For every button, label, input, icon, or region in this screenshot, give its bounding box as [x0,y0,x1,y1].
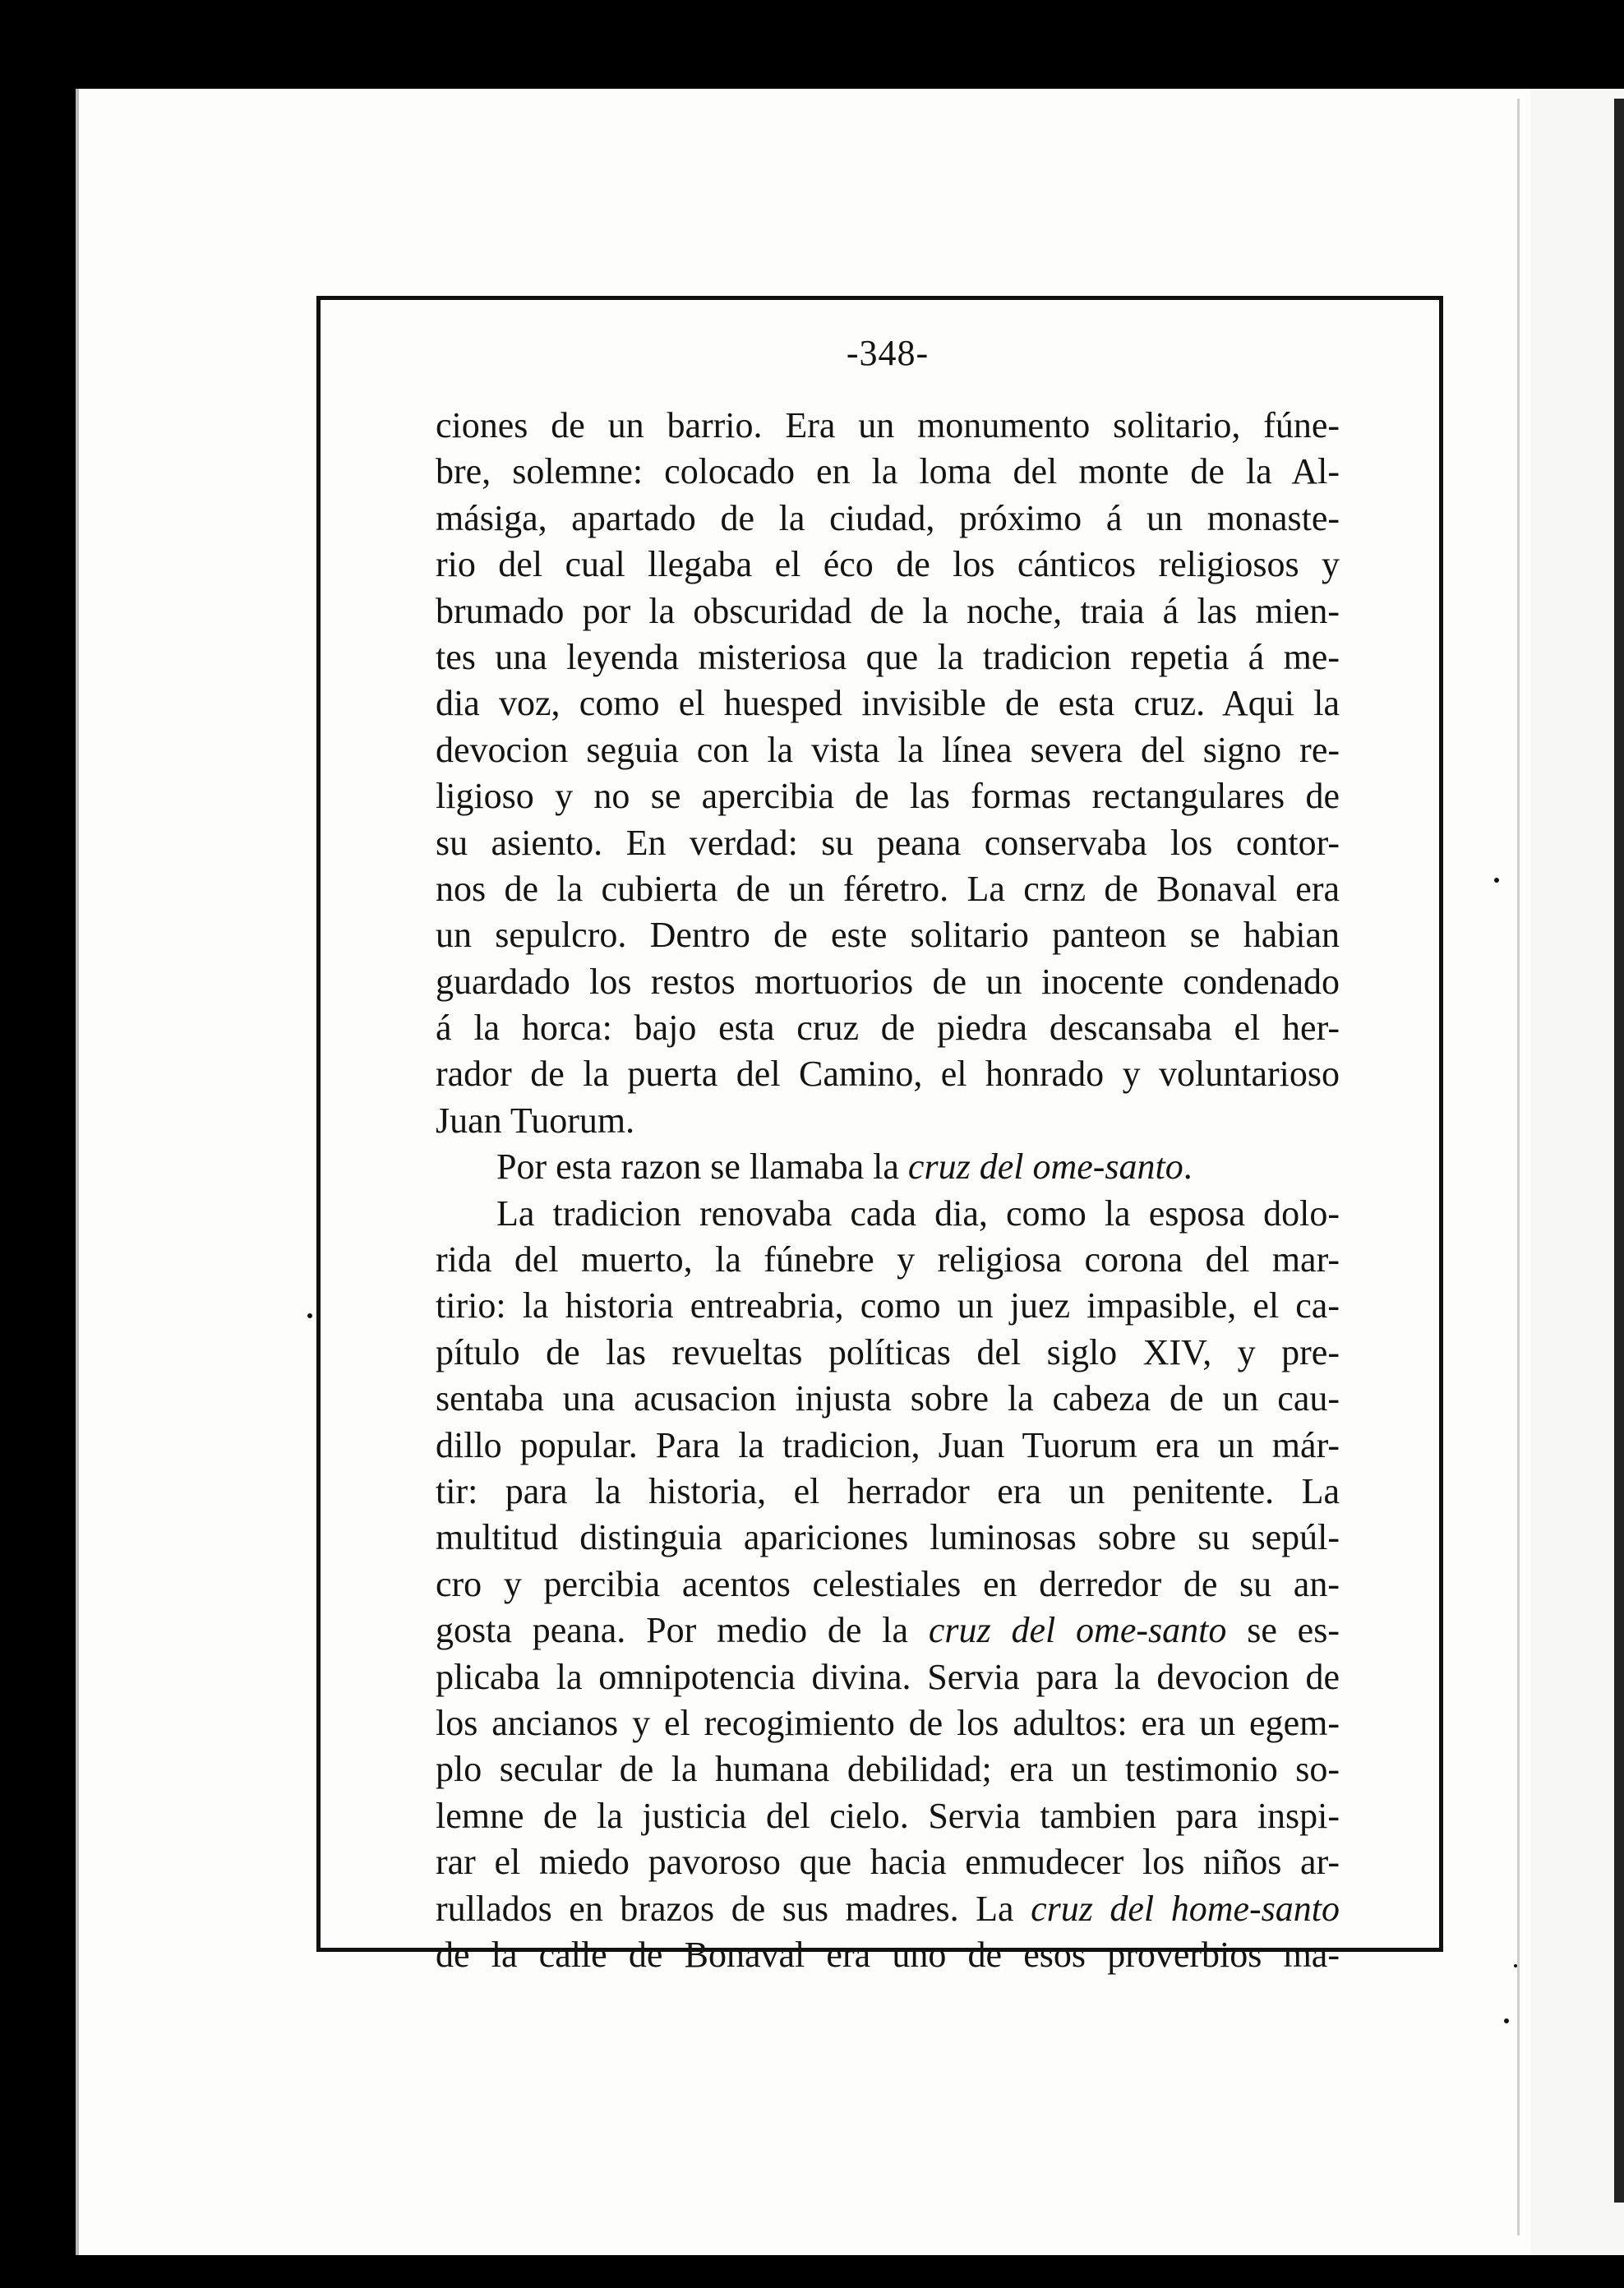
text-line: Juan Tuorum. [436,1100,635,1141]
text-line: multitud distinguia apariciones luminosas sobre su sepúl- [436,1517,1340,1558]
text-line: ciones de un barrio. Era un monumento solitario, fúne- [436,405,1340,445]
text-line: plicaba la omnipotencia divina. Servia para la devocion de [436,1656,1340,1697]
text-line: lemne de la justicia del cielo. Servia tambien para inspi- [436,1795,1340,1836]
text-line: dia voz, como el huesped invisible de esta cruz. Aqui la [436,683,1340,724]
text-line: bre, solemne: colocado en la loma del monte de la Al- [436,451,1340,492]
page-number: -348- [846,333,930,373]
text-line: La tradicion renovaba cada dia, como la esposa dolo- [496,1192,1340,1234]
text-line: ligioso y no se apercibia de las formas rectangulares de [436,776,1340,817]
text-line: rar el miedo pavoroso que hacia enmudecer los niños ar- [436,1842,1340,1883]
text-line: su asiento. En verdad: su peana conservaba los contor- [436,822,1340,863]
gutter-line [1517,99,1520,2235]
text-line: dillo popular. Para la tradicion, Juan Tuorum era un már- [436,1424,1340,1465]
text-line: másiga, apartado de la ciudad, próximo á un monaste- [436,497,1340,538]
paper-speck [1504,2018,1509,2023]
text-line: á la horca: bajo esta cruz de piedra descansaba el her- [436,1008,1340,1049]
text-line: pítulo de las revueltas políticas del siglo XIV, y pre- [436,1331,1340,1372]
italic-phrase: cruz del home-santo [1031,1888,1340,1929]
text-line: nos de la cubierta de un féretro. La crnz de Bonaval era [436,868,1340,909]
text-line: cro y percibia acentos celestiales en derredor de su an- [436,1563,1340,1604]
italic-phrase: cruz del ome-santo [928,1610,1227,1651]
paper-speck [307,1313,312,1318]
text-block [436,329,1340,1978]
text-line: brumado por la obscuridad de la noche, traia á las mien- [436,590,1340,631]
text-line: tes una leyenda misteriosa que la tradicion repetia á me- [436,636,1340,677]
text-line: rullados en brazos de sus madres. La cruz del home-santo [436,1888,1340,1929]
text-line: sentaba una acusacion injusta sobre la cabeza de un cau- [436,1378,1340,1419]
text-line: rio del cual llegaba el éco de los cánticos religiosos y [436,544,1340,585]
text-line: rida del muerto, la fúnebre y religiosa corona del mar- [436,1239,1340,1280]
text-line: un sepulcro. Dentro de este solitario panteon se habian [436,915,1340,956]
paper-speck [1514,1964,1517,1967]
text-line: tir: para la historia, el herrador era un penitente. La [436,1470,1340,1511]
text-line: guardado los restos mortuorios de un inocente condenado [436,961,1340,1002]
text-line: Por esta razon se llamaba la cruz del ome-santo. [496,1146,1193,1188]
text-line: devocion seguia con la vista la línea severa del signo re- [436,729,1340,770]
book-edge-shadow [1614,99,1624,2203]
text-line: tirio: la historia entreabria, como un juez impasible, el ca- [436,1285,1340,1326]
facing-page-edge [1530,89,1624,2255]
text-line: los ancianos y el recogimiento de los adultos: era un egem- [436,1702,1340,1743]
italic-phrase: cruz del ome-santo [907,1146,1183,1188]
text-line: gosta peana. Por medio de la cruz del ome-santo se es- [436,1610,1340,1651]
text-line: plo secular de la humana debilidad; era un testimonio so- [436,1749,1340,1790]
paper-speck [1494,878,1499,883]
text-line: rador de la puerta del Camino, el honrado y voluntarioso [436,1054,1340,1095]
text-line: de la calle de Bonaval era uno de esos proverbios ma- [436,1934,1340,1975]
